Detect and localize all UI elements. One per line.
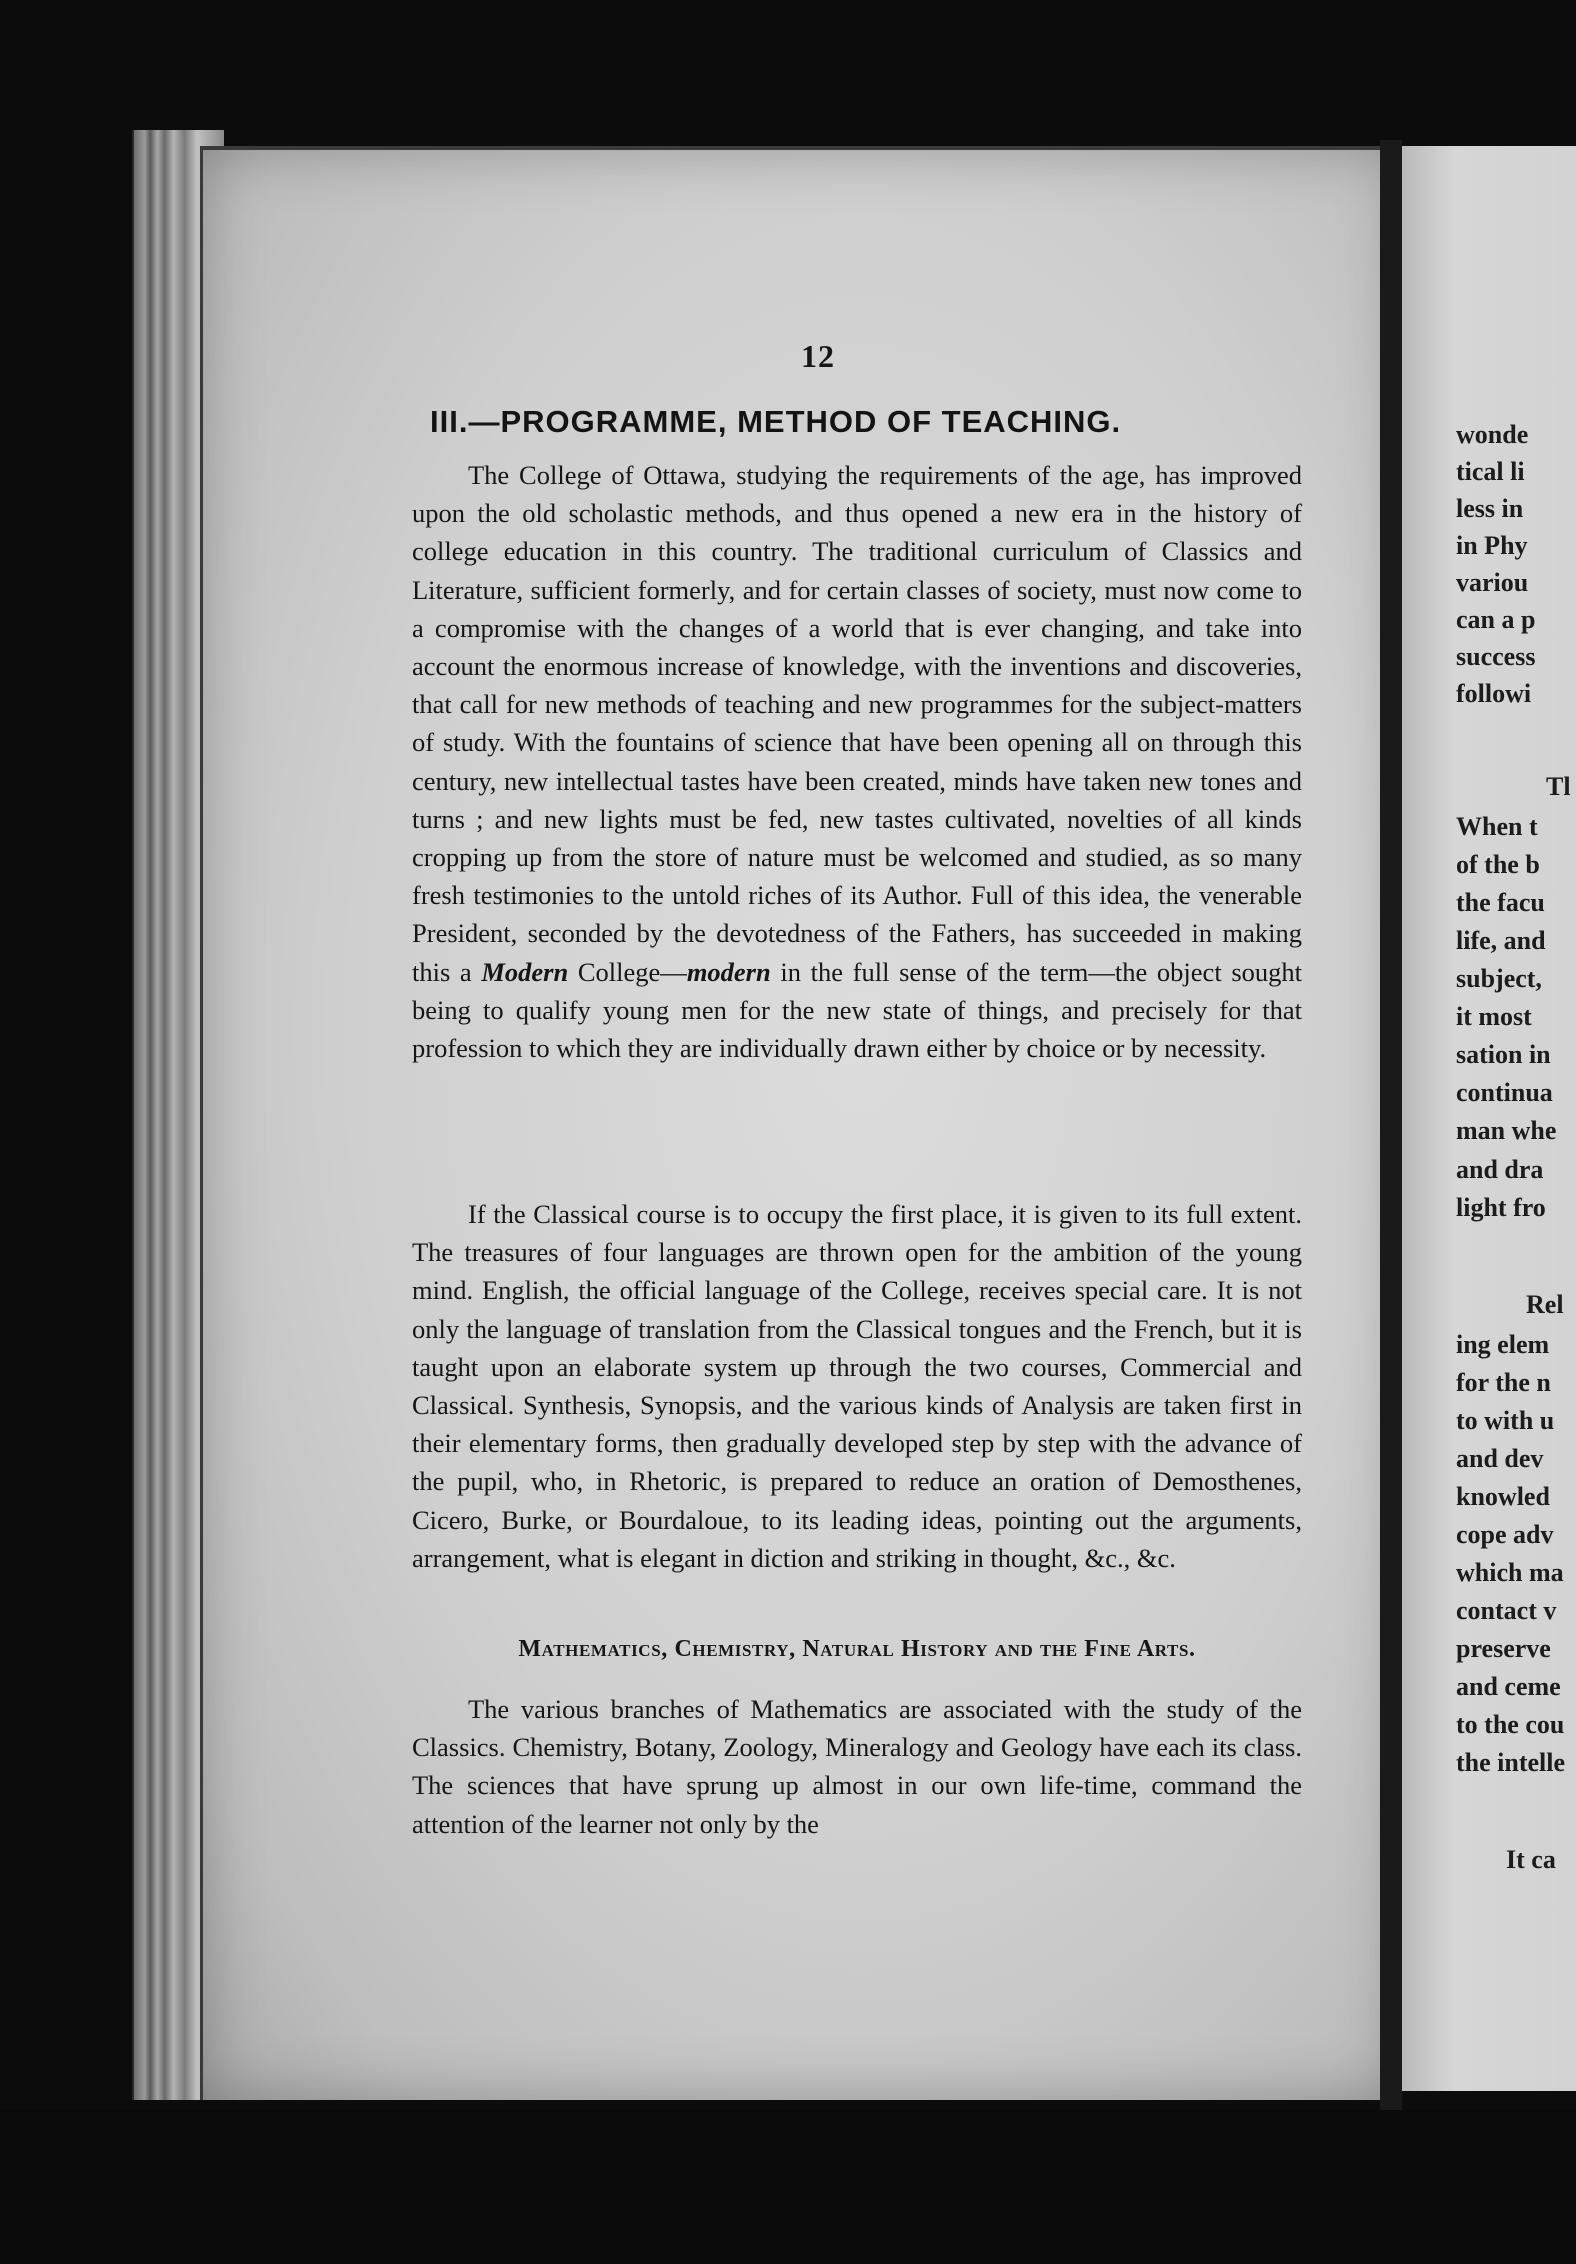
right-page-line-fragment: to with u (1456, 1406, 1555, 1435)
paragraph-1-text-mid: College— (568, 956, 687, 987)
right-page-line-fragment: less in (1456, 494, 1524, 523)
paragraph-1-emphasis-modern: Modern (481, 956, 569, 987)
paragraph-1 (412, 456, 1302, 1067)
right-page-line-fragment: of the b (1456, 850, 1540, 879)
paragraph-1-text-after: in the full sense of the term—the object sought being to qualify young men for the new state of things, and precisely for that profession to which they are individually drawn either by choice or by necessity. (412, 956, 1302, 1064)
right-page-line-fragment: and dev (1456, 1444, 1544, 1473)
right-page-line-fragment: contact v (1456, 1596, 1557, 1625)
right-page-line-fragment: and dra (1456, 1155, 1544, 1184)
page-number: 12 (801, 338, 835, 374)
right-page-line-fragment: and ceme (1456, 1672, 1561, 1701)
paragraph-1-text-before: The College of Ottawa, studying the requirements of the age, has improved upon the old scholastic methods, and thus opened a new era in the history of college education in this country. The traditional curriculum of Classics and Literature, sufficient formerly, and for certain classes of society, must now come to a compromise with the changes of a world that is ever changing, and take into account the enormous increase of knowledge, with the inventions and discoveries, that call for new methods of teaching and new programmes for the subject-matters of study. With the fountains of science that have been opening all on through this century, new intellectual tastes have been created, minds have taken new tones and turns ; and new lights must be fed, new tastes cultivated, novelties of all kinds cropping up from the store of nature must be welcomed and studied, as so many fresh testimonies to the untold riches of its Author. Full of this idea, the venerable President, seconded by the devotedness of the Fathers, has succeeded in making this a (412, 460, 1302, 987)
right-page-line-fragment: to the cou (1456, 1710, 1565, 1739)
right-page-line-fragment: knowled (1456, 1482, 1550, 1511)
right-page-line-fragment: tical li (1456, 457, 1525, 486)
right-page-line-fragment: the facu (1456, 888, 1545, 917)
right-page-line-fragment: which ma (1456, 1558, 1564, 1587)
right-page-line-fragment: When t (1456, 812, 1538, 841)
right-page-line-fragment: followi (1456, 679, 1532, 708)
right-page-line-fragment: can a p (1456, 605, 1536, 634)
right-page-line-fragment: It ca (1506, 1845, 1556, 1874)
paragraph-2: If the Classical course is to occupy the first place, it is given to its full extent. The treasures of four languages are thrown open for the ambition of the young mind. English, the official language of the College, receives special care. It is not only the language of translation from the Classical tongues and the French, but it is taught upon an elaborate system up through the two courses, Commercial and Classical. Synthesis, Synopsis, and the various kinds of Analysis are taken first in their elementary forms, then gradually developed step by step with the advance of the pupil, who, in Rhetoric, is prepared to reduce an oration of Demosthenes, Cicero, Burke, or Bourdaloue, to its leading ideas, pointing out the arguments, arrangement, what is elegant in diction and striking in thought, &c., &c. (412, 1199, 1302, 1573)
right-page-line-fragment: Rel (1526, 1290, 1564, 1319)
right-page-line-fragment: in Phy (1456, 531, 1528, 560)
book-gutter (1380, 140, 1402, 2110)
paragraph-3: The various branches of Mathematics are associated with the study of the Classics. Chemistry, Botany, Zoology, Mineralogy and Geology have each its class. The sciences that have sprung up almost in our own life-time, command the attention of the learner not only by the (412, 1694, 1302, 1839)
right-page-line-fragment: cope adv (1456, 1520, 1554, 1549)
right-page-line-fragment: life, and (1456, 926, 1546, 955)
right-page-line-fragment: sation in (1456, 1040, 1551, 1069)
scan-background (0, 2110, 1576, 2264)
right-page-line-fragment: wonde (1456, 420, 1529, 449)
right-page-line-fragment: for the n (1456, 1368, 1551, 1397)
paragraph-1-emphasis-modern-2: modern (686, 956, 771, 987)
right-page-line-fragment: preserve (1456, 1634, 1551, 1663)
right-page-line-fragment: variou (1456, 568, 1529, 597)
right-page-line-fragment: it most (1456, 1002, 1532, 1031)
right-page-line-fragment: the intelle (1456, 1748, 1566, 1777)
right-page-line-fragment: light fro (1456, 1193, 1546, 1222)
right-page-line-fragment: subject, (1456, 964, 1542, 993)
right-page-line-fragment: Tl (1546, 772, 1571, 801)
right-page-line-fragment: ing elem (1456, 1330, 1550, 1359)
right-page-line-fragment: man whe (1456, 1116, 1557, 1145)
right-page-line-fragment: success (1456, 642, 1536, 671)
subheading-mathematics: Mathematics, Chemistry, Natural History and the Fine Arts. (518, 1636, 1196, 1662)
section-title: III.—PROGRAMME, METHOD OF TEACHING. (430, 404, 1122, 439)
right-page-line-fragment: continua (1456, 1078, 1553, 1107)
